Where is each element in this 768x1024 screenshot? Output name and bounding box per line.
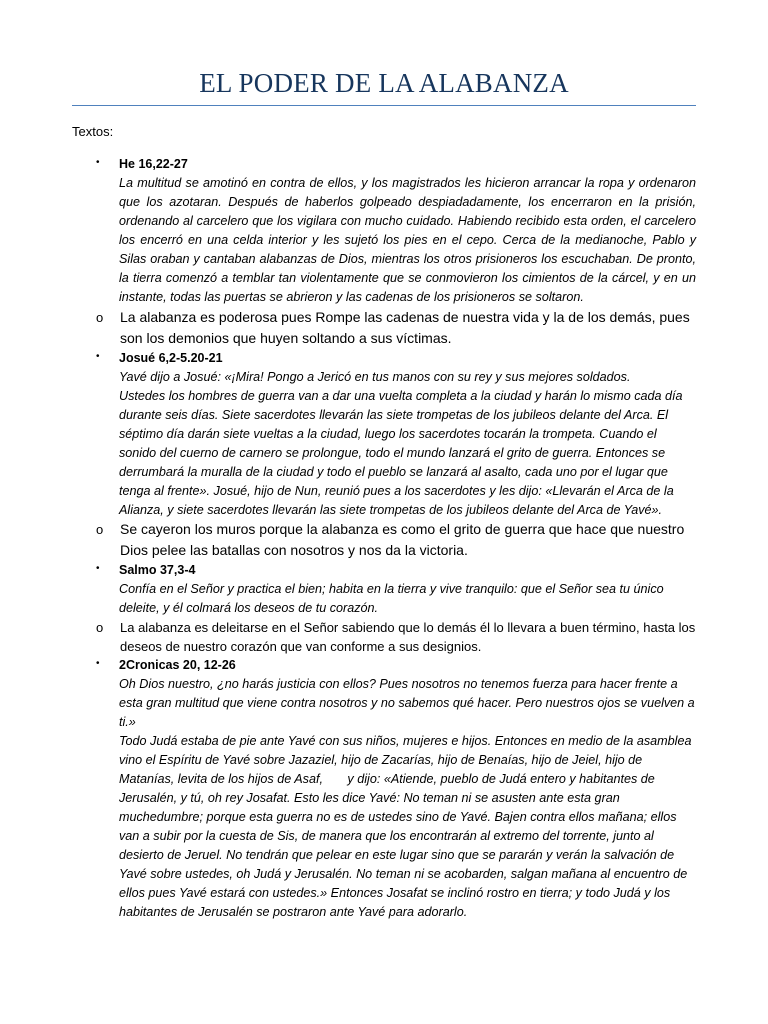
circle-bullet-icon: o xyxy=(96,310,104,325)
scripture-reference: Salmo 37,3-4 xyxy=(119,563,196,577)
scripture-reference: He 16,22-27 xyxy=(119,157,188,171)
document-title: EL PODER DE LA ALABANZA xyxy=(199,68,569,98)
circle-bullet-icon: o xyxy=(96,620,104,635)
list-item xyxy=(72,155,696,307)
circle-bullet-icon: o xyxy=(96,522,104,537)
scripture-reference: 2Cronicas 20, 12-26 xyxy=(119,658,236,672)
document-body xyxy=(72,155,696,922)
scripture-quote-continued: Ustedes los hombres de guerra van a dar una vuelta completa a la ciudad y harán lo mismo cada día durante seis días. Siete sacerdotes llevarán las siete trompetas de los jubileos delante del Arca. El séptimo día darán siete vueltas a la ciudad, luego los sacerdotes tocarán la trompeta. Cuando el sonido del cuerno de carnero se prolongue, todo el mundo lanzará el grito de guerra. Entonces se derrumbará la muralla de la ciudad y todo el pueblo se lanzará al asalto, cada uno por el lugar que tenga al frente». Josué, hijo de Nun, reunió pues a los sacerdotes y les dijo: «Llevarán el Arca de la Alianza, y siete sacerdotes llevarán las siete trompetas de los jubileos delante del Arca de Yavé». xyxy=(119,389,683,517)
intro-label: Textos: xyxy=(72,124,114,139)
scripture-reference: Josué 6,2-5.20-21 xyxy=(119,351,223,365)
bullet-icon: • xyxy=(96,351,100,362)
list-item xyxy=(72,561,696,618)
scripture-quote: La multitud se amotinó en contra de ellos, y los magistrados les hicieron arrancar la ropa y ordenaron que los azotaran. Después de haberlos golpeado despiadadamente, los encerraron en la prisión, ordenando al carcelero que los vigilara con mucho cuidado. Habiendo recibido esta orden, el carcelero los encerró en una celda interior y les sujetó los pies en el cepo. Cerca de la medianoche, Pablo y Silas oraban y cantaban alabanzas de Dios, mientras los otros prisioneros los escuchaban. De pronto, la tierra comenzó a temblar tan violentamente que se conmovieron los cimientos de la cárcel, y en un instante, todas las puertas se abrieron y las cadenas de los prisioneros se soltaron. xyxy=(119,176,696,304)
scripture-quote: Oh Dios nuestro, ¿no harás justicia con ellos? Pues nosotros no tenemos fuerza para hacer frente a esta gran multitud que viene contra nosotros y no sabemos qué hacer. Pero nuestros ojos se vuelven a ti.» xyxy=(119,677,695,729)
reflection-note xyxy=(72,307,696,349)
bullet-icon: • xyxy=(96,658,100,669)
reflection-text: La alabanza es deleitarse en el Señor sabiendo que lo demás él lo llevara a buen término, hasta los deseos de nuestro corazón que van conforme a sus designios. xyxy=(120,620,696,654)
title-divider xyxy=(72,105,696,106)
reflection-text: Se cayeron los muros porque la alabanza es como el grito de guerra que hace que nuestro Dios pelee las batallas con nosotros y nos da la victoria. xyxy=(120,521,685,558)
scripture-quote-continued: Todo Judá estaba de pie ante Yavé con sus niños, mujeres e hijos. Entonces en medio de la asamblea vino el Espíritu de Yavé sobre Jazaziel, hijo de Zacarías, hijo de Benaías, hijo de Jeiel, hijo de Matanías, levita de los hijos de Asaf, y dijo: «Atiende, pueblo de Judá entero y habitantes de Jerusalén, y tú, oh rey Josafat. Esto les dice Yavé: No teman ni se asusten ante esta gran muchedumbre; porque esta guerra no es de ustedes sino de Yavé. Bajen contra ellos mañana; ellos van a subir por la cuesta de Sis, de manera que los encontrarán al extremo del torrente, junto al desierto de Jeruel. No tendrán que pelear en este lugar sino que se pararán y verán la salvación de Yavé sobre ustedes, oh Judá y Jerusalén. No teman ni se acobarden, salgan mañana al encuentro de ellos pues Yavé estará con ustedes.» Entonces Josafat se inclinó rostro en tierra; y todo Judá y los habitantes de Jerusalén se postraron ante Yavé para adorarlo. xyxy=(119,734,695,919)
bullet-icon: • xyxy=(96,563,100,574)
scripture-quote: Confía en el Señor y practica el bien; habita en la tierra y vive tranquilo: que el Señor sea tu único deleite, y él colmará los deseos de tu corazón. xyxy=(119,582,664,615)
scripture-quote: Yavé dijo a Josué: «¡Mira! Pongo a Jericó en tus manos con su rey y sus mejores soldados. xyxy=(119,370,631,384)
list-item xyxy=(72,349,696,519)
list-item xyxy=(72,656,696,922)
reflection-text: La alabanza es poderosa pues Rompe las cadenas de nuestra vida y la de los demás, pues son los demonios que huyen soltando a sus víctimas. xyxy=(120,309,690,346)
reflection-note xyxy=(72,519,696,561)
reflection-note xyxy=(72,618,696,656)
bullet-icon: • xyxy=(96,157,100,168)
